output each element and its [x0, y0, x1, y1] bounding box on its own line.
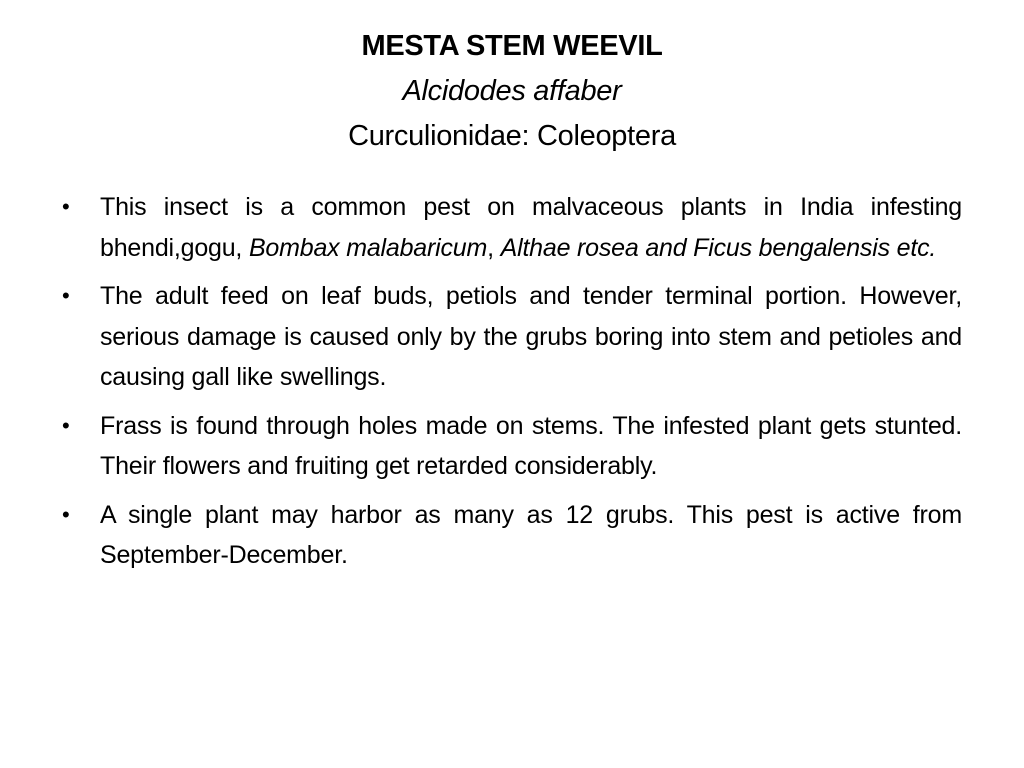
bullet-item: [62, 495, 962, 576]
italic-text-segment: Bombax malabaricum: [248, 233, 488, 262]
title-block: [0, 24, 1024, 159]
bullet-text: [100, 282, 962, 391]
text-segment: A single plant may harbor as many as 12 grubs. This pest is active from September-December.: [100, 500, 962, 569]
slide-title: MESTA STEM WEEVIL: [361, 30, 663, 62]
bullet-icon: •: [62, 283, 70, 308]
bullet-icon: •: [62, 501, 70, 527]
text-segment: The adult feed on leaf buds, petiols and tender terminal portion. However, serious damage is caused only by the grubs boring into stem and petioles and causing gall like swellings.: [100, 282, 962, 391]
bullet-text: [100, 501, 962, 570]
family-name: Curculionidae: Coleoptera: [348, 120, 676, 152]
bullet-item: [62, 406, 962, 487]
bullet-item: [62, 187, 962, 268]
bullet-text: [100, 412, 962, 481]
species-name: Alcidodes affaber: [402, 75, 622, 107]
text-segment: ,: [487, 233, 501, 262]
text-segment: This insect is a common pest on malvaceous plants in India infesting bhendi,gogu,: [100, 193, 962, 262]
bullet-icon: •: [62, 194, 70, 219]
bullet-item: [62, 276, 962, 398]
bullet-text: [100, 193, 962, 262]
bullet-list: [62, 187, 962, 584]
text-segment: Frass is found through holes made on stems. The infested plant gets stunted. Their flowers and fruiting get retarded considerably.: [100, 411, 962, 480]
bullet-icon: •: [62, 412, 70, 438]
italic-text-segment: Althae rosea and Ficus bengalensis etc.: [500, 233, 937, 262]
